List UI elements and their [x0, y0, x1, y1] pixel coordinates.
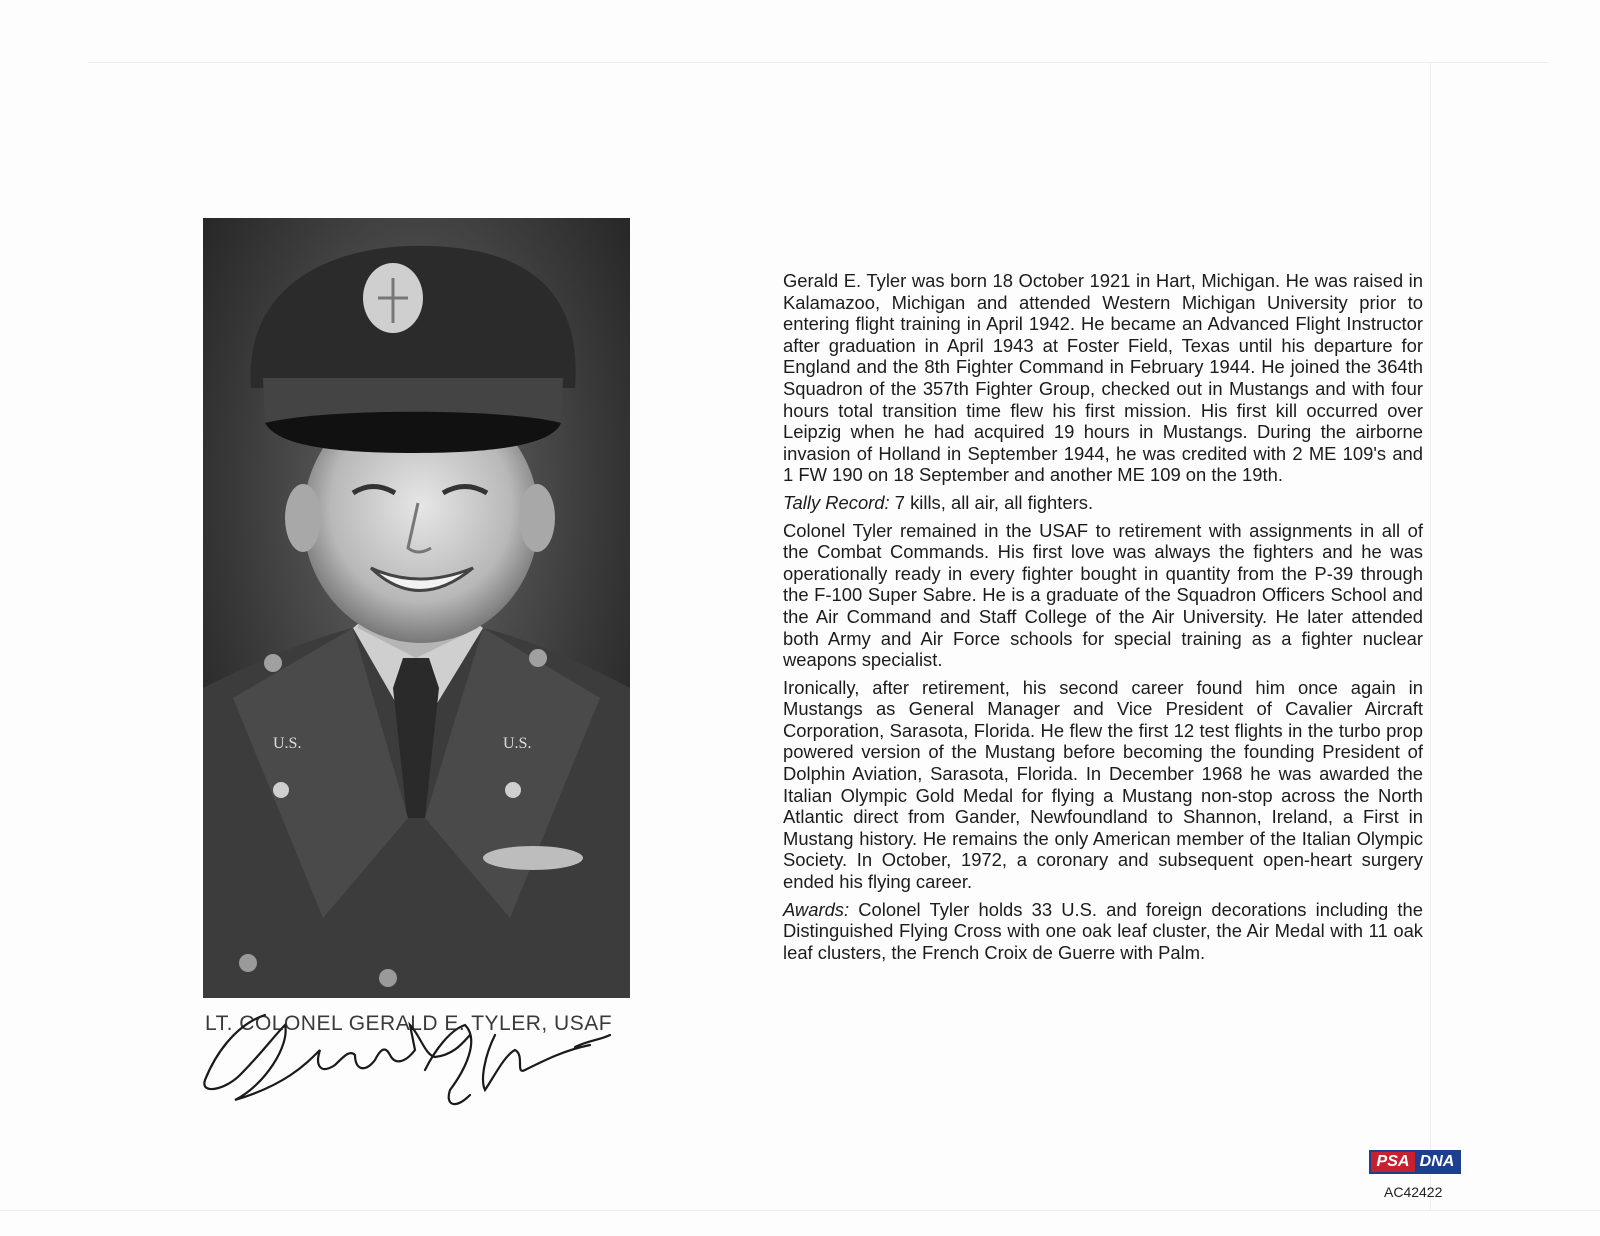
biography-text: [783, 270, 1423, 969]
top-divider: [88, 62, 1548, 63]
psa-mark: PSA: [1371, 1152, 1415, 1172]
tally-text: 7 kills, all air, all fighters.: [889, 491, 1094, 513]
awards-label: Awards:: [783, 898, 850, 920]
svg-text:U.S.: U.S.: [273, 735, 302, 752]
awards: [783, 899, 1423, 964]
dna-mark: DNA: [1415, 1152, 1459, 1172]
tally-label: Tally Record:: [783, 491, 890, 513]
certificate-number: AC42422: [1384, 1184, 1443, 1200]
bio-paragraph-3: Ironically, after retirement, his second career found him once again in Mustangs as General Manager and Vice President of Cavalier Aircraft Corporation, Sarasota, Florida. He flew the first 12 test flights in the turbo prop powered version of the Mustang before becoming the founding President of Dolphin Aviation, Sarasota, Florida. In December 1968 he was awarded the Italian Olympic Gold Medal for flying a Mustang non-stop across the North Atlantic direct from Gander, Newfoundland to Shannon, Ireland, a First in Mustang history. He remains the only American member of the Italian Olympic Society. In October, 1972, a coronary and subsequent open-heart surgery ended his flying career.: [783, 676, 1423, 893]
bio-paragraph-2: Colonel Tyler remained in the USAF to retirement with assignments in all of the Combat Commands. His first love was always the fighters and he was operationally ready in every fighter bought in quantity from the P-39 through the F-100 Super Sabre. He is a graduate of the Squadron Officers School and the Air Command and Staff College of the Air University. He later attended both Army and Air Force schools for special training as a fighter nuclear weapons specialist.: [783, 519, 1423, 671]
portrait-photo: [203, 218, 630, 998]
right-divider: [1430, 62, 1431, 1210]
tally-record: [783, 492, 1423, 514]
bottom-divider: [0, 1210, 1600, 1211]
autograph-signature: [195, 995, 615, 1125]
awards-text: Colonel Tyler holds 33 U.S. and foreign decorations including the Distinguished Flying Cross with one oak leaf cluster, the Air Medal with 11 oak leaf clusters, the French Croix de Guerre with Palm.: [783, 898, 1423, 963]
svg-text:U.S.: U.S.: [503, 735, 532, 752]
psa-dna-logo: [1369, 1150, 1461, 1174]
bio-paragraph-1: Gerald E. Tyler was born 18 October 1921 in Hart, Michigan. He was raised in Kalamazoo, Michigan and attended Western Michigan University prior to entering flight training in April 1942. He became an Advanced Flight Instructor after graduation in April 1943 at Foster Field, Texas until his departure for England and the 8th Fighter Command in February 1944. He joined the 364th Squadron of the 357th Fighter Group, checked out in Mustangs and with four hours total transition time flew his first mission. His first kill occurred over Leipzig when he had acquired 19 hours in Mustangs. During the airborne invasion of Holland in September 1944, he was credited with 2 ME 109's and 1 FW 190 on 18 September and another ME 109 on the 19th.: [783, 270, 1423, 486]
photo-caption: LT. COLONEL GERALD E. TYLER, USAF: [205, 1012, 613, 1035]
